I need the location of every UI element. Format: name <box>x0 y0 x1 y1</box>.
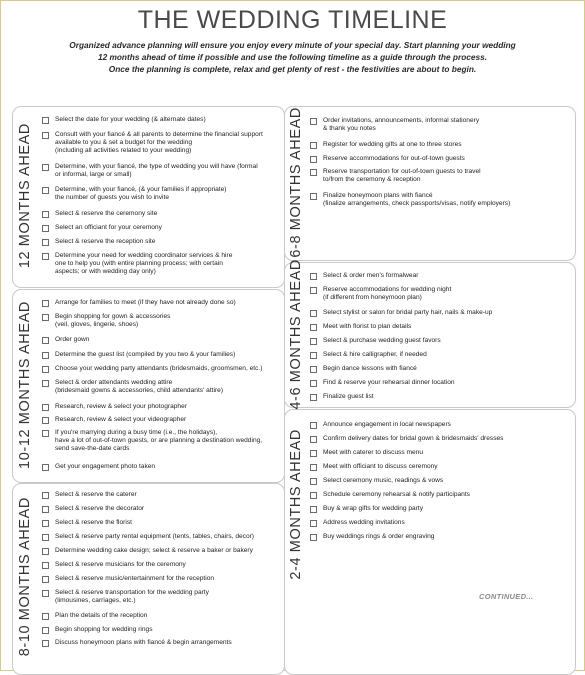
checkbox[interactable] <box>42 225 49 232</box>
intro-line: Once the planning is complete, relax and get plenty of rest - the festivities are about to begin. <box>108 64 477 75</box>
checkbox[interactable] <box>310 394 317 401</box>
checkbox[interactable] <box>42 562 49 569</box>
section-label: 2-4 MONTHS AHEAD <box>288 428 304 580</box>
checklist-item-text: Select & order men's formalwear <box>323 272 419 279</box>
checklist-item-text: Research, review & select your photographer <box>55 403 187 410</box>
section-label: 8-10 MONTHS AHEAD <box>17 497 33 657</box>
checkbox[interactable] <box>42 253 49 260</box>
checkbox[interactable] <box>42 164 49 171</box>
checklist-item-text: Discuss honeymoon plans with fiancé & begin arrangements <box>55 639 232 646</box>
checklist-item-text: Determine wedding cake design; select & reserve a baker or bakery <box>55 547 253 554</box>
checklist-item-text: Address wedding invitations <box>323 519 405 526</box>
checkbox[interactable] <box>42 314 49 321</box>
checklist-item-text: Plan the details of the reception <box>55 612 148 619</box>
checkbox[interactable] <box>42 590 49 597</box>
checklist-item-text: Schedule ceremony rehearsal & notify participants <box>323 491 470 498</box>
checkbox[interactable] <box>42 534 49 541</box>
checklist-item-text: Select & reserve the decorator <box>55 505 145 512</box>
checklist-item-text: Select & reserve transportation for the wedding party (limousines, carriages, etc.) <box>55 589 209 604</box>
checklist-item-text: Select & reserve the reception site <box>55 238 156 245</box>
checklist-item-text: Buy weddings rings & order engraving <box>323 533 435 540</box>
checklist-item-text: Determine, with your fiancé, the type of wedding you will have (formal or informal, large or small) <box>55 163 258 178</box>
checklist-item-text: Choose your wedding party attendants (bridesmaids, groomsmen, etc.) <box>55 365 263 372</box>
checklist-item-text: Arrange for families to meet (if they have not already done so) <box>55 299 236 306</box>
checklist-item-text: Consult with your fiancé & all parents to determine the financial support available to you & set a budget for the wedding (including all activities related to your wedding) <box>55 131 263 154</box>
checklist-item-text: Select & reserve the caterer <box>55 491 137 498</box>
checkbox[interactable] <box>42 430 49 437</box>
page-title: THE WEDDING TIMELINE <box>137 6 448 34</box>
checklist-item-text: Begin dance lessons with fiancé <box>323 365 417 372</box>
checklist-item-text: Select ceremony music, readings & vows <box>323 477 444 484</box>
checkbox[interactable] <box>42 211 49 218</box>
intro-line: Organized advance planning will ensure you enjoy every minute of your special day. Start planning your wedding <box>69 40 516 50</box>
checklist-item-text: Meet with caterer to discuss menu <box>323 449 424 456</box>
checkbox[interactable] <box>310 118 317 125</box>
checkbox[interactable] <box>310 352 317 359</box>
checkbox[interactable] <box>42 464 49 471</box>
checklist-item-text: Determine the guest list (compiled by you two & your families) <box>55 351 236 358</box>
checkbox[interactable] <box>310 287 317 294</box>
checklist-item-text: Meet with officiant to discuss ceremony <box>323 463 438 470</box>
checkbox[interactable] <box>42 404 49 411</box>
checkbox[interactable] <box>42 380 49 387</box>
checkbox[interactable] <box>42 417 49 424</box>
checklist-item-text: Reserve accommodations for out-of-town guests <box>323 155 465 162</box>
checklist-item-text: Select & reserve party rental equipment (tents, tables, chairs, decor) <box>55 533 255 540</box>
checkbox[interactable] <box>42 366 49 373</box>
checkbox[interactable] <box>42 117 49 124</box>
checkbox[interactable] <box>42 132 49 139</box>
checkbox[interactable] <box>42 520 49 527</box>
checklist-item-text: Select & reserve music/entertainment for the reception <box>55 575 215 582</box>
checklist-item-text: Announce engagement in local newspapers <box>323 421 451 428</box>
checklist-item-text: Register for wedding gifts at one to three stores <box>323 141 462 148</box>
checkbox[interactable] <box>310 380 317 387</box>
checklist-item-text: If you're marrying during a busy time (i.e., the holidays), have a lot of out-of-town guests, or are planning a destination wedding, send save-the-date cards <box>55 429 263 452</box>
checkbox[interactable] <box>310 492 317 499</box>
section-label: 12 MONTHS AHEAD <box>17 123 33 269</box>
checklist-item-text: Select the date for your wedding (& alternate dates) <box>55 116 206 123</box>
checkbox[interactable] <box>310 169 317 176</box>
checkbox[interactable] <box>42 613 49 620</box>
checklist-item-text: Get your engagement photo taken <box>55 463 156 470</box>
checkbox[interactable] <box>310 534 317 541</box>
checkbox[interactable] <box>42 627 49 634</box>
checkbox[interactable] <box>310 422 317 429</box>
checkbox[interactable] <box>42 187 49 194</box>
checklist-item-text: Select & purchase wedding guest favors <box>323 337 441 344</box>
checkbox[interactable] <box>42 300 49 307</box>
checklist-item-text: Select & order attendants wedding attire (bridesmaid gowns & accessories, child attendants' attire) <box>55 379 224 394</box>
intro-line: 12 months ahead of time if possible and use the following timeline as a guide through the process. <box>97 52 488 63</box>
checklist-item-text: Order invitations, announcements, informal stationery & thank you notes <box>323 117 480 132</box>
checkbox[interactable] <box>310 436 317 443</box>
section-label: 4-6 MONTHS AHEAD <box>288 258 304 410</box>
checkbox[interactable] <box>42 576 49 583</box>
checkbox[interactable] <box>310 193 317 200</box>
checklist-item-text: Select & reserve the florist <box>55 519 132 526</box>
checklist-item-text: Select & reserve the ceremony site <box>55 210 158 217</box>
checkbox[interactable] <box>310 324 317 331</box>
checklist-item-text: Meet with florist to plan details <box>323 323 412 330</box>
checklist-item-text: Select & hire calligrapher, if needed <box>323 351 427 358</box>
checkbox[interactable] <box>310 450 317 457</box>
checkbox[interactable] <box>310 273 317 280</box>
checklist-item-text: Buy & wrap gifts for wedding party <box>323 505 424 512</box>
checkbox[interactable] <box>42 640 49 647</box>
checklist-item-text: Select & reserve musicians for the ceremony <box>55 561 186 568</box>
section-label: 6-8 MONTHS AHEAD <box>288 107 304 258</box>
checkbox[interactable] <box>310 366 317 373</box>
checklist-item-text: Reserve transportation for out-of-town guests to travel to/from the ceremony & reception <box>323 168 481 183</box>
checkbox[interactable] <box>310 464 317 471</box>
checkbox[interactable] <box>42 239 49 246</box>
checklist-item-text: Select stylist or salon for bridal party hair, nails & make-up <box>323 309 493 316</box>
checkbox[interactable] <box>42 337 49 344</box>
checklist-item-text: Reserve accommodations for wedding night (if different from honeymoon plan) <box>323 286 452 301</box>
section-label: 10-12 MONTHS AHEAD <box>17 301 33 469</box>
checklist-item-text: Begin shopping for wedding rings <box>55 626 153 633</box>
checkbox[interactable] <box>310 142 317 149</box>
checkbox[interactable] <box>310 520 317 527</box>
checkbox[interactable] <box>42 506 49 513</box>
checkbox[interactable] <box>310 310 317 317</box>
checkbox[interactable] <box>310 338 317 345</box>
checklist-item-text: Determine your need for wedding coordinator services & hire one to help you (with entire planning process; with certain aspects; or with wedding day only) <box>55 252 233 275</box>
checklist-item-text: Find & reserve your rehearsal dinner location <box>323 379 455 386</box>
checklist-item-text: Confirm delivery dates for bridal gown & bridesmaids' dresses <box>323 435 504 442</box>
checkbox[interactable] <box>42 492 49 499</box>
checklist-item-text: Order gown <box>55 336 90 343</box>
checkbox[interactable] <box>42 548 49 555</box>
intro-paragraph <box>0 39 585 76</box>
checklist-item-text: Finalize honeymoon plans with fiancé (finalize arrangements, check passports/visas, notify employers) <box>323 192 511 207</box>
checklist-item-text: Finalize guest list <box>323 393 374 400</box>
checklist-item-text: Determine, with your fiancé, (& your families if appropriate) the number of guests you wish to invite <box>55 186 227 201</box>
checkbox[interactable] <box>310 506 317 513</box>
checklist-item-text: Begin shopping for gown & accessories (veil, gloves, lingerie, shoes) <box>55 313 171 328</box>
checkbox[interactable] <box>310 478 317 485</box>
checkbox[interactable] <box>310 156 317 163</box>
checklist-item-text: Select an officiant for your ceremony <box>55 224 162 231</box>
checklist-item-text: Research, review & select your videographer <box>55 416 187 423</box>
checkbox[interactable] <box>42 352 49 359</box>
continued-label: CONTINUED... <box>479 592 534 601</box>
